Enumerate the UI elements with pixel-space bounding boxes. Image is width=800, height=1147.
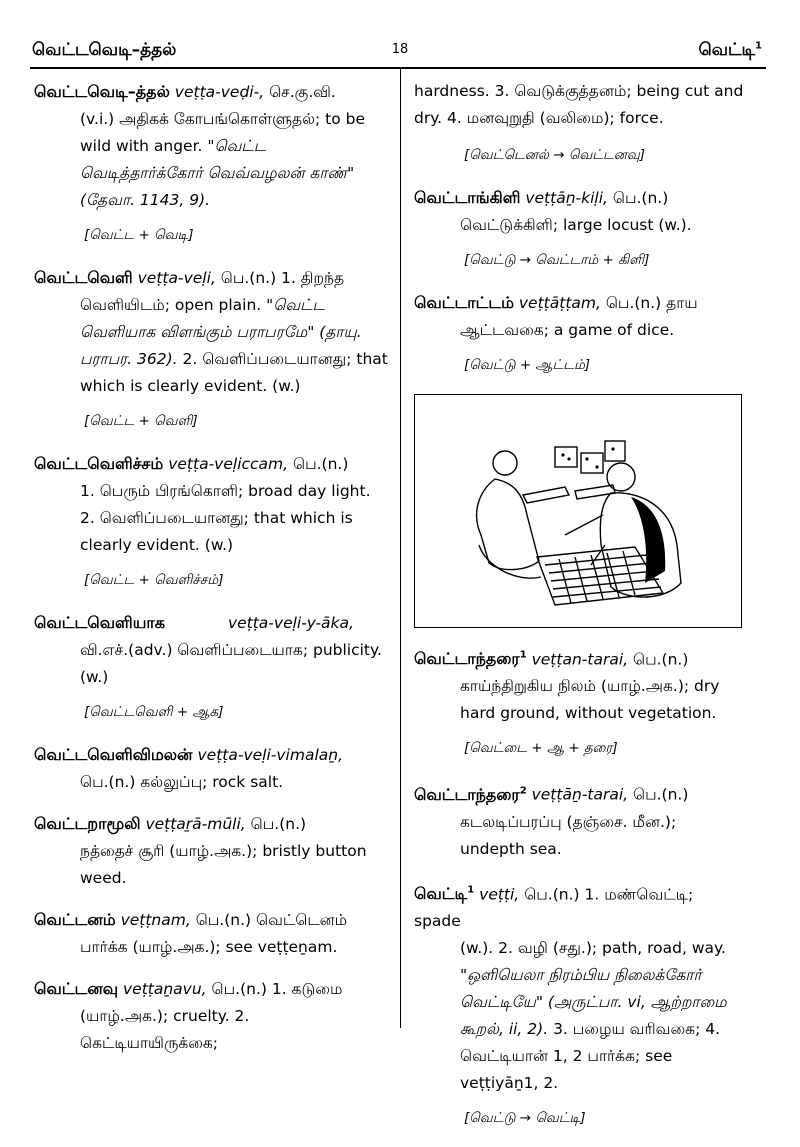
transliteration: veṭṭāṉ-kiḷi, <box>525 189 608 207</box>
definition: வெளியிடம்; open plain. <box>80 296 262 314</box>
dictionary-entry <box>34 450 390 591</box>
headword: வெட்டாட்டம் <box>414 293 514 312</box>
citation: "ஒளியெலா நிரம்பிய நிலைக்கோர் வெட்டியே" (அருட்பா. vi, ஆற்றாமை கூறல், ii, 2). <box>460 965 727 1038</box>
page-header <box>0 0 800 70</box>
entry-first-line: செ.கு.வி. <box>269 83 336 101</box>
headword: வெட்டவெளி <box>34 268 133 287</box>
entry-first-line: பெ.(n.) <box>633 650 689 669</box>
citation: "வெட்ட வெளியாக விளங்கும் பராபரமே" (தாயு. பராபர. 362). <box>80 296 362 368</box>
headword: வெட்டவெளிச்சம் <box>34 454 164 473</box>
dictionary-entry <box>34 609 390 723</box>
illustration-drawing <box>415 395 741 627</box>
dictionary-entry <box>414 877 744 1129</box>
definition: (w.). 2. வழி (சது.); path, road, way. <box>460 938 726 957</box>
transliteration: veṭṭan-tarai, <box>531 650 629 669</box>
definition: பெ.(n.) கல்லுப்பு; rock salt. <box>80 773 284 791</box>
definition: (v.i.) அதிகக் கோபங்கொள்ளுதல்; to be wild with anger. <box>80 110 365 155</box>
page-number: 18 <box>391 42 409 57</box>
entry-first-line: பெ.(n.) <box>612 189 669 207</box>
homonym-number: 2 <box>519 785 527 797</box>
headword: வெட்டனம் <box>34 910 116 929</box>
headword <box>414 649 527 668</box>
entry-first-line: பெ.(n.) <box>633 785 689 804</box>
headword-text: வெட்டாந்தரை <box>414 784 520 804</box>
header-right-sup: 1 <box>755 40 762 52</box>
definition: கடலடிப்பரப்பு (தஞ்சை. மீன.); undepth sea. <box>460 812 677 858</box>
dictionary-entry <box>414 184 744 271</box>
etymology: [வெட்ட + வெளிச்சம்] <box>84 572 224 588</box>
entry-first-line: பெ.(n.) 1. மண்வெட்டி; spade <box>414 884 694 930</box>
entry-body <box>34 292 390 400</box>
header-right-word <box>698 40 762 62</box>
headword-text: வெட்டாந்தரை <box>414 649 520 669</box>
entry-body <box>34 106 390 214</box>
dictionary-entry <box>414 289 744 376</box>
headword: வெட்டனவு <box>34 979 119 998</box>
entry-first-line: பெ.(n.) <box>293 455 349 473</box>
entry-first-line: பெ.(n.) வெட்டெனம் <box>195 911 348 929</box>
entry-first-line: பெ.(n.) 1. கடுமை <box>211 980 343 998</box>
headword <box>414 785 527 804</box>
homonym-number: 1 <box>519 650 527 661</box>
etymology: [வெட்டு + ஆட்டம்] <box>464 357 591 373</box>
definition: நத்தைச் சூரி (யாழ்.அக.); bristly button weed. <box>80 842 367 887</box>
definition: 2. வெளிப்படையானது; that which is clearly evident. (w.) <box>80 350 388 395</box>
transliteration: veṭṭaṟā-mūli, <box>145 815 246 833</box>
transliteration: veṭṭāṭṭam, <box>518 294 601 312</box>
etymology: [வெட்ட + வெடி] <box>84 227 194 243</box>
etymology: [வெட்டவெளி + ஆக] <box>84 704 224 720</box>
definition: வி.எச்.(adv.) வெளிப்படையாக; publicity. (w.) <box>80 641 382 686</box>
header-right-text: வெட்டி <box>698 40 756 60</box>
citation: "வெட்ட வெடித்தார்க்கோர் வெவ்வழலன் காண்" (தேவா. 1143, 9). <box>80 137 355 209</box>
dictionary-entry <box>34 906 390 961</box>
continued-definition: hardness. 3. வெடுக்குத்தனம்; being cut and dry. 4. மனவுறுதி (வலிமை); force. <box>414 82 744 127</box>
transliteration: veṭṭaṉavu, <box>123 980 207 998</box>
etymology: [வெட்டு → வெட்டி] <box>464 1109 586 1126</box>
headword: வெட்டறாமூலி <box>34 814 141 833</box>
transliteration: veṭṭnam, <box>120 911 191 929</box>
dictionary-entry <box>34 264 390 432</box>
header-rule <box>30 67 766 69</box>
dictionary-entry <box>34 741 390 796</box>
entry-first-line: பெ.(n.) 1. திறந்த <box>220 269 345 287</box>
headword-text: வெட்டி <box>414 883 468 903</box>
headword: வெட்டவெடி–த்தல் <box>34 82 170 101</box>
etymology: [வெட்டு → வெட்டாம் + கிளி] <box>464 252 650 268</box>
header-left-word: வெட்டவெடி–த்தல் <box>32 40 177 60</box>
entry-first-line: பெ.(n.) <box>250 815 307 833</box>
homonym-number: 1 <box>467 884 475 896</box>
etymology: [வெட்டெனல் → வெட்டனவு] <box>464 147 646 163</box>
entry-first-line: பெ.(n.) தாய <box>605 294 698 312</box>
right-column <box>414 78 744 1147</box>
column-divider <box>400 68 401 1028</box>
left-column <box>34 78 390 1071</box>
transliteration: veṭṭa-veḷi-y-āka, <box>227 614 354 632</box>
etymology: [வெட்டை + ஆ + தரை] <box>464 740 618 757</box>
dictionary-entry <box>34 78 390 246</box>
transliteration: veṭṭa-veḍi-, <box>174 83 265 101</box>
transliteration: veṭṭa-veḷiccam, <box>168 455 289 473</box>
dictionary-entry <box>414 642 744 759</box>
headword: வெட்டவெளிவிமலன் <box>34 745 193 764</box>
definition: காய்ந்திறுகிய நிலம் (யாழ்.அக.); dry hard ground, without vegetation. <box>460 677 720 723</box>
dictionary-entry <box>34 810 390 892</box>
definition: 3. பழைய வரிவகை; 4. வெட்டியான் 1, 2 பார்க்க; see veṭṭiyāṉ1, 2. <box>460 1019 721 1092</box>
dictionary-entry <box>414 777 744 862</box>
definition: (யாழ்.அக.); cruelty. 2. கெட்டியாயிருக்கை; <box>80 1007 250 1052</box>
definition: பார்க்க (யாழ்.அக.); see veṭṭeṉam. <box>80 938 338 956</box>
headword: வெட்டாங்கிளி <box>414 188 521 207</box>
definition: ஆட்டவகை; a game of dice. <box>460 321 675 339</box>
definition: வெட்டுக்கிளி; large locust (w.). <box>460 216 692 234</box>
definition: 1. பெரும் பிரங்கொளி; broad day light. 2. வெளிப்படையானது; that which is clearly evident. (w.) <box>80 482 371 554</box>
transliteration: veṭṭa-veḷi, <box>137 269 216 287</box>
transliteration: veṭṭi, <box>479 884 520 903</box>
transliteration: veṭṭāṉ-tarai, <box>531 785 629 804</box>
dice-game-illustration <box>414 394 742 628</box>
dictionary-entry <box>34 975 390 1057</box>
entry-body <box>414 935 744 1097</box>
etymology: [வெட்ட + வெளி] <box>84 413 198 429</box>
transliteration: veṭṭa-veḷi-vimalaṉ, <box>197 746 344 764</box>
headword <box>414 884 474 903</box>
headword: வெட்டவெளியாக <box>34 613 165 632</box>
